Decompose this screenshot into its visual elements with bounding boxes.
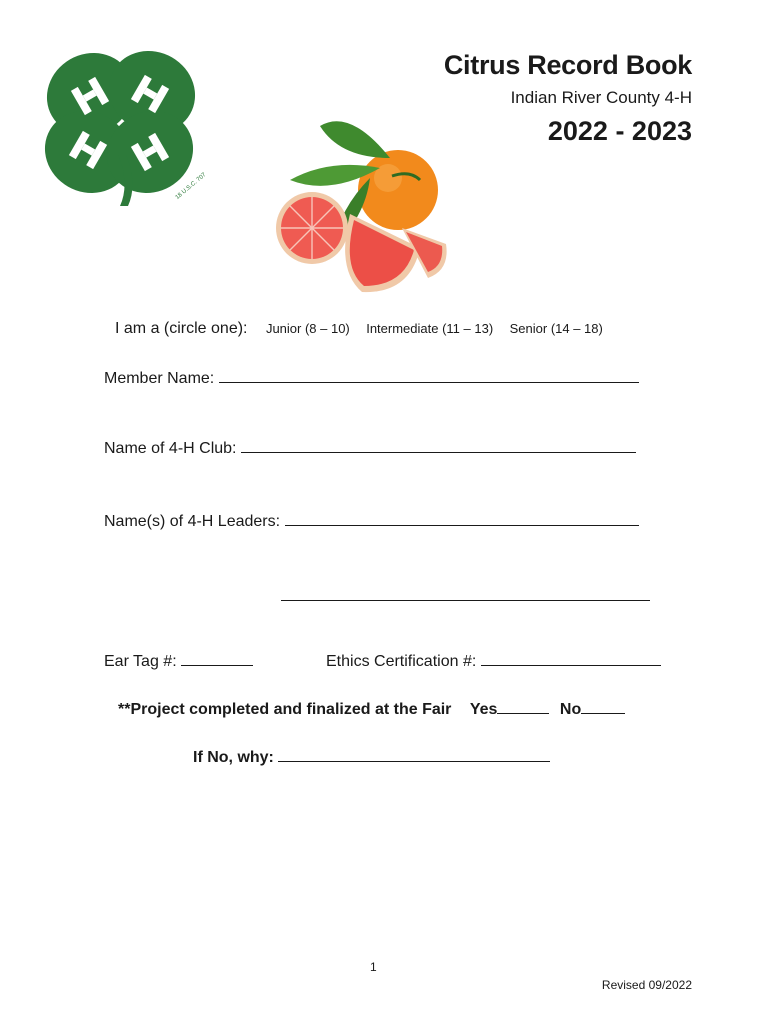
ethics-field[interactable] [481,651,661,666]
completion-row [118,699,625,719]
4h-clover-logo-icon [40,44,208,210]
leaders-field[interactable] [285,511,639,526]
page-subtitle: Indian River County 4-H [510,88,692,107]
page-number: 1 [370,960,377,974]
completion-question: **Project completed and finalized at the Fair [118,701,452,718]
ear-tag-field[interactable] [181,651,253,666]
completion-yes-label: Yes [469,701,498,718]
program-year: 2022 - 2023 [547,116,692,146]
club-name-row [104,438,636,458]
citrus-fruit-image-icon [270,118,455,300]
ear-tag-label: Ear Tag #: [104,653,177,670]
leaders-field-line-2[interactable] [281,586,650,606]
age-option-junior[interactable]: Junior (8 – 10) [265,321,350,336]
age-option-senior[interactable]: Senior (14 – 18) [509,321,603,336]
completion-no-field[interactable] [581,699,625,714]
member-name-field[interactable] [219,368,639,383]
logo-emblem-text: 18 U.S.C. 707 [174,172,208,201]
page-title: Citrus Record Book [443,50,692,80]
ethics-label: Ethics Certification #: [326,653,477,670]
member-name-row [104,368,639,388]
leaders-label: Name(s) of 4-H Leaders: [104,513,281,530]
club-name-field[interactable] [241,438,636,453]
why-label: If No, why: [193,749,274,766]
member-name-label: Member Name: [104,370,215,387]
ethics-row [326,651,661,671]
leaders-row [104,511,639,531]
why-field[interactable] [278,747,550,762]
completion-no-label: No [559,701,582,718]
age-option-intermediate[interactable]: Intermediate (11 – 13) [366,321,494,336]
completion-yes-field[interactable] [497,699,549,714]
age-group-row [115,320,603,338]
club-name-label: Name of 4-H Club: [104,440,237,457]
age-group-prompt: I am a (circle one): [115,320,248,337]
revised-date: Revised 09/2022 [601,978,692,992]
why-row [193,747,550,767]
ear-tag-row [104,651,253,671]
